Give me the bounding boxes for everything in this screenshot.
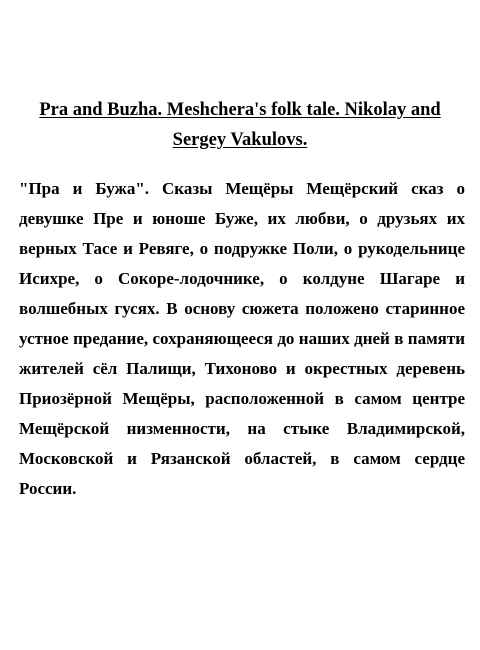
document-body: "Пра и Бужа". Сказы Мещёры Мещёрский сказ о девушке Пре и юноше Буже, их любви, о друзьях их верных Тасе и Ревяге, о подружке Поли, о рукодельнице Исихре, о Сокоре-лодочнике, о колдуне Шагаре и волшебных гусях. В основу сюжета положено старинное устное предание, сохраняющееся до наших дней в памяти жителей сёл Палищи, Тихоново и окрестных деревень Приозёрной Мещёры, расположенной в самом центре Мещёрской низменности, на стыке Владимирской, Московской и Рязанской областей, в самом сердце России.: [19, 179, 465, 498]
document-title: Pra and Buzha. Meshchera's folk tale. Nikolay and Sergey Vakulovs.: [39, 100, 441, 150]
